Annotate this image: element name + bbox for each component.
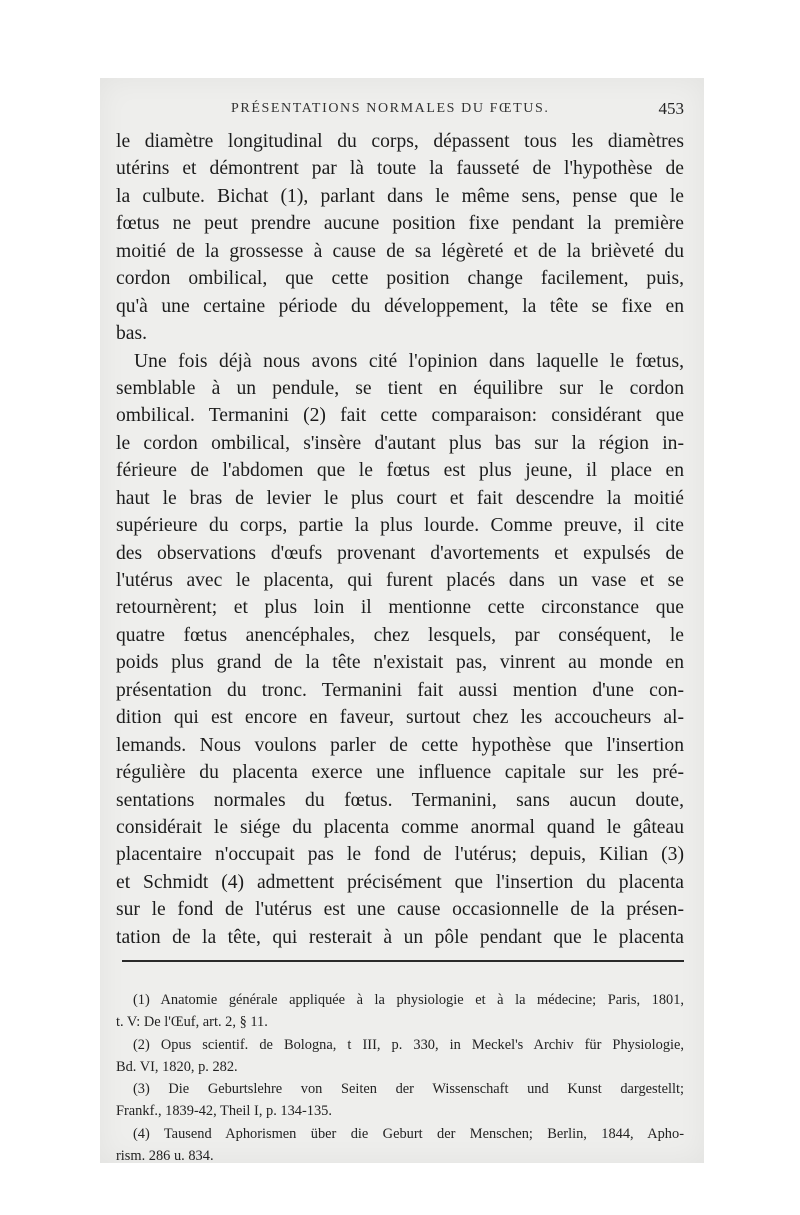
footnote-line: (1) Anatomie générale appliquée à la physiologie et à la médecine; Paris, 1801,	[133, 992, 684, 1008]
text-line: dition qui est encore en faveur, surtout chez les accoucheurs al-	[116, 707, 684, 729]
text-line: retournèrent; et plus loin il mentionne cette circonstance que	[116, 597, 684, 619]
running-title: PRÉSENTATIONS NORMALES DU FŒTUS.	[231, 101, 550, 116]
text-line: l'utérus avec le placenta, qui furent placés dans un vase et se	[116, 570, 684, 591]
text-line: et Schmidt (4) admettent précisément que l'insertion du placenta	[116, 871, 684, 893]
text-line: sur le fond de l'utérus est une cause occasionnelle de la présen-	[116, 899, 684, 921]
text-line: sentations normales du fœtus. Termanini, sans aucun doute,	[116, 789, 684, 811]
text-line: quatre fœtus anencéphales, chez lesquels, par conséquent, le	[116, 624, 684, 646]
body-text	[116, 128, 684, 951]
text-line: utérins et démontrent par là toute la fausseté de l'hypothèse de	[116, 158, 684, 180]
text-line: qu'à une certaine période du développement, la tête se fixe en	[116, 295, 684, 317]
text-line: le diamètre longitudinal du corps, dépassent tous les diamètres	[116, 131, 684, 152]
text-line: considérait le siége du placenta comme anormal quand le gâteau	[116, 816, 684, 838]
footnote-line: rism. 286 u. 834.	[116, 1148, 214, 1165]
footnote-line: (3) Die Geburtslehre von Seiten der Wissenschaft und Kunst dargestellt;	[133, 1081, 684, 1098]
text-line: présentation du tronc. Termanini fait aussi mention d'une con-	[116, 679, 684, 701]
text-line: cordon ombilical, que cette position change facilement, puis,	[116, 268, 684, 290]
page-number: 453	[658, 99, 684, 118]
footnote-separator	[122, 960, 684, 962]
text-line: haut le bras de levier le plus court et fait descendre la moitié	[116, 487, 684, 509]
text-line: la culbute. Bichat (1), parlant dans le même sens, pense que le	[116, 185, 684, 207]
text-line: tation de la tête, qui resterait à un pôle pendant que le placenta	[116, 926, 684, 948]
footnote-line: Bd. VI, 1820, p. 282.	[116, 1058, 238, 1075]
text-line: fœtus ne peut prendre aucune position fixe pendant la première	[116, 213, 684, 235]
text-line: ombilical. Termanini (2) fait cette comparaison: considérant que	[116, 405, 684, 427]
text-line: lemands. Nous voulons parler de cette hypothèse que l'insertion	[116, 734, 684, 756]
footnote-line: Frankf., 1839-42, Theil I, p. 134-135.	[116, 1103, 332, 1120]
text-line: des observations d'œufs provenant d'avortements et expulsés de	[116, 542, 684, 564]
footnote-line: t. V: De l'Œuf, art. 2, § 11.	[116, 1014, 268, 1031]
text-line: Une fois déjà nous avons cité l'opinion dans laquelle le fœtus,	[134, 350, 684, 372]
text-line: semblable à un pendule, se tient en équilibre sur le cordon	[116, 377, 684, 399]
footnote-line: (4) Tausend Aphorismen über die Geburt der Menschen; Berlin, 1844, Apho-	[133, 1125, 684, 1142]
text-line: moitié de la grossesse à cause de sa légèreté et de la brièveté du	[116, 240, 684, 262]
page-header	[116, 99, 684, 123]
text-line: placentaire n'occupait pas le fond de l'utérus; depuis, Kilian (3)	[116, 844, 684, 866]
text-line: férieure de l'abdomen que le fœtus est plus jeune, il place en	[116, 460, 684, 482]
text-line: supérieure du corps, partie la plus lourde. Comme preuve, il cite	[116, 515, 684, 537]
text-line: bas.	[116, 323, 148, 345]
text-line: poids plus grand de la tête n'existait pas, vinrent au monde en	[116, 652, 684, 674]
footnotes	[116, 989, 684, 1167]
text-line: régulière du placenta exerce une influence capitale sur les pré-	[116, 762, 684, 784]
text-line: le cordon ombilical, s'insère d'autant plus bas sur la région in-	[116, 432, 684, 454]
footnote-line: (2) Opus scientif. de Bologna, t III, p. 330, in Meckel's Archiv für Physiologie,	[133, 1036, 684, 1053]
